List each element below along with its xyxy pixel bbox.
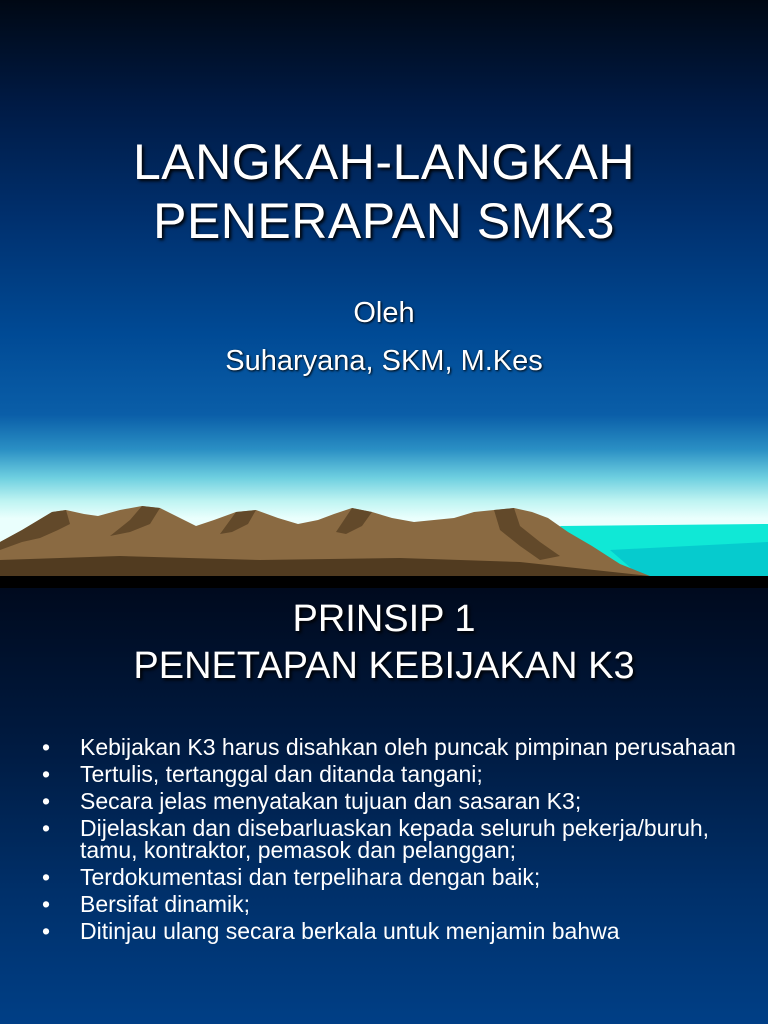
bullet-icon: • <box>42 761 51 787</box>
bullet-icon: • <box>42 864 51 890</box>
mountain-landscape <box>0 480 768 576</box>
list-item <box>0 790 768 812</box>
list-item <box>0 920 768 942</box>
list-item <box>0 893 768 915</box>
prinsip-title <box>0 596 768 690</box>
author-name: Suharyana, SKM, M.Kes <box>225 345 543 377</box>
title-line-2: PENERAPAN SMK3 <box>153 193 615 249</box>
bullet-text: Dijelaskan dan disebarluaskan kepada seluruh pekerja/buruh, tamu, kontraktor, pemasok dan pelanggan; <box>80 815 710 863</box>
list-item <box>0 866 768 888</box>
list-item <box>0 817 768 861</box>
bullet-text: Kebijakan K3 harus disahkan oleh puncak pimpinan perusahaan <box>80 734 736 760</box>
list-item <box>0 763 768 785</box>
bullet-text: Bersifat dinamik; <box>80 891 251 917</box>
slide-title <box>0 133 768 251</box>
bullet-text: Secara jelas menyatakan tujuan dan sasaran K3; <box>80 788 582 814</box>
bullet-icon: • <box>42 891 51 917</box>
bullet-text: Tertulis, tertanggal dan ditanda tangani; <box>80 761 483 787</box>
byline: Oleh <box>353 297 415 329</box>
bullet-list <box>0 736 768 947</box>
prinsip-title-line-2: PENETAPAN KEBIJAKAN K3 <box>133 645 635 687</box>
list-item <box>0 736 768 758</box>
slide-separator <box>0 576 768 588</box>
bullet-icon: • <box>42 788 51 814</box>
bullet-text: Ditinjau ulang secara berkala untuk menjamin bahwa <box>80 918 620 944</box>
bullet-icon: • <box>42 918 51 944</box>
bullet-text: Terdokumentasi dan terpelihara dengan baik; <box>80 864 541 890</box>
prinsip-title-line-1: PRINSIP 1 <box>292 598 476 640</box>
title-line-1: LANGKAH-LANGKAH <box>132 134 636 190</box>
bullet-icon: • <box>42 734 51 760</box>
bullet-icon: • <box>42 815 51 841</box>
